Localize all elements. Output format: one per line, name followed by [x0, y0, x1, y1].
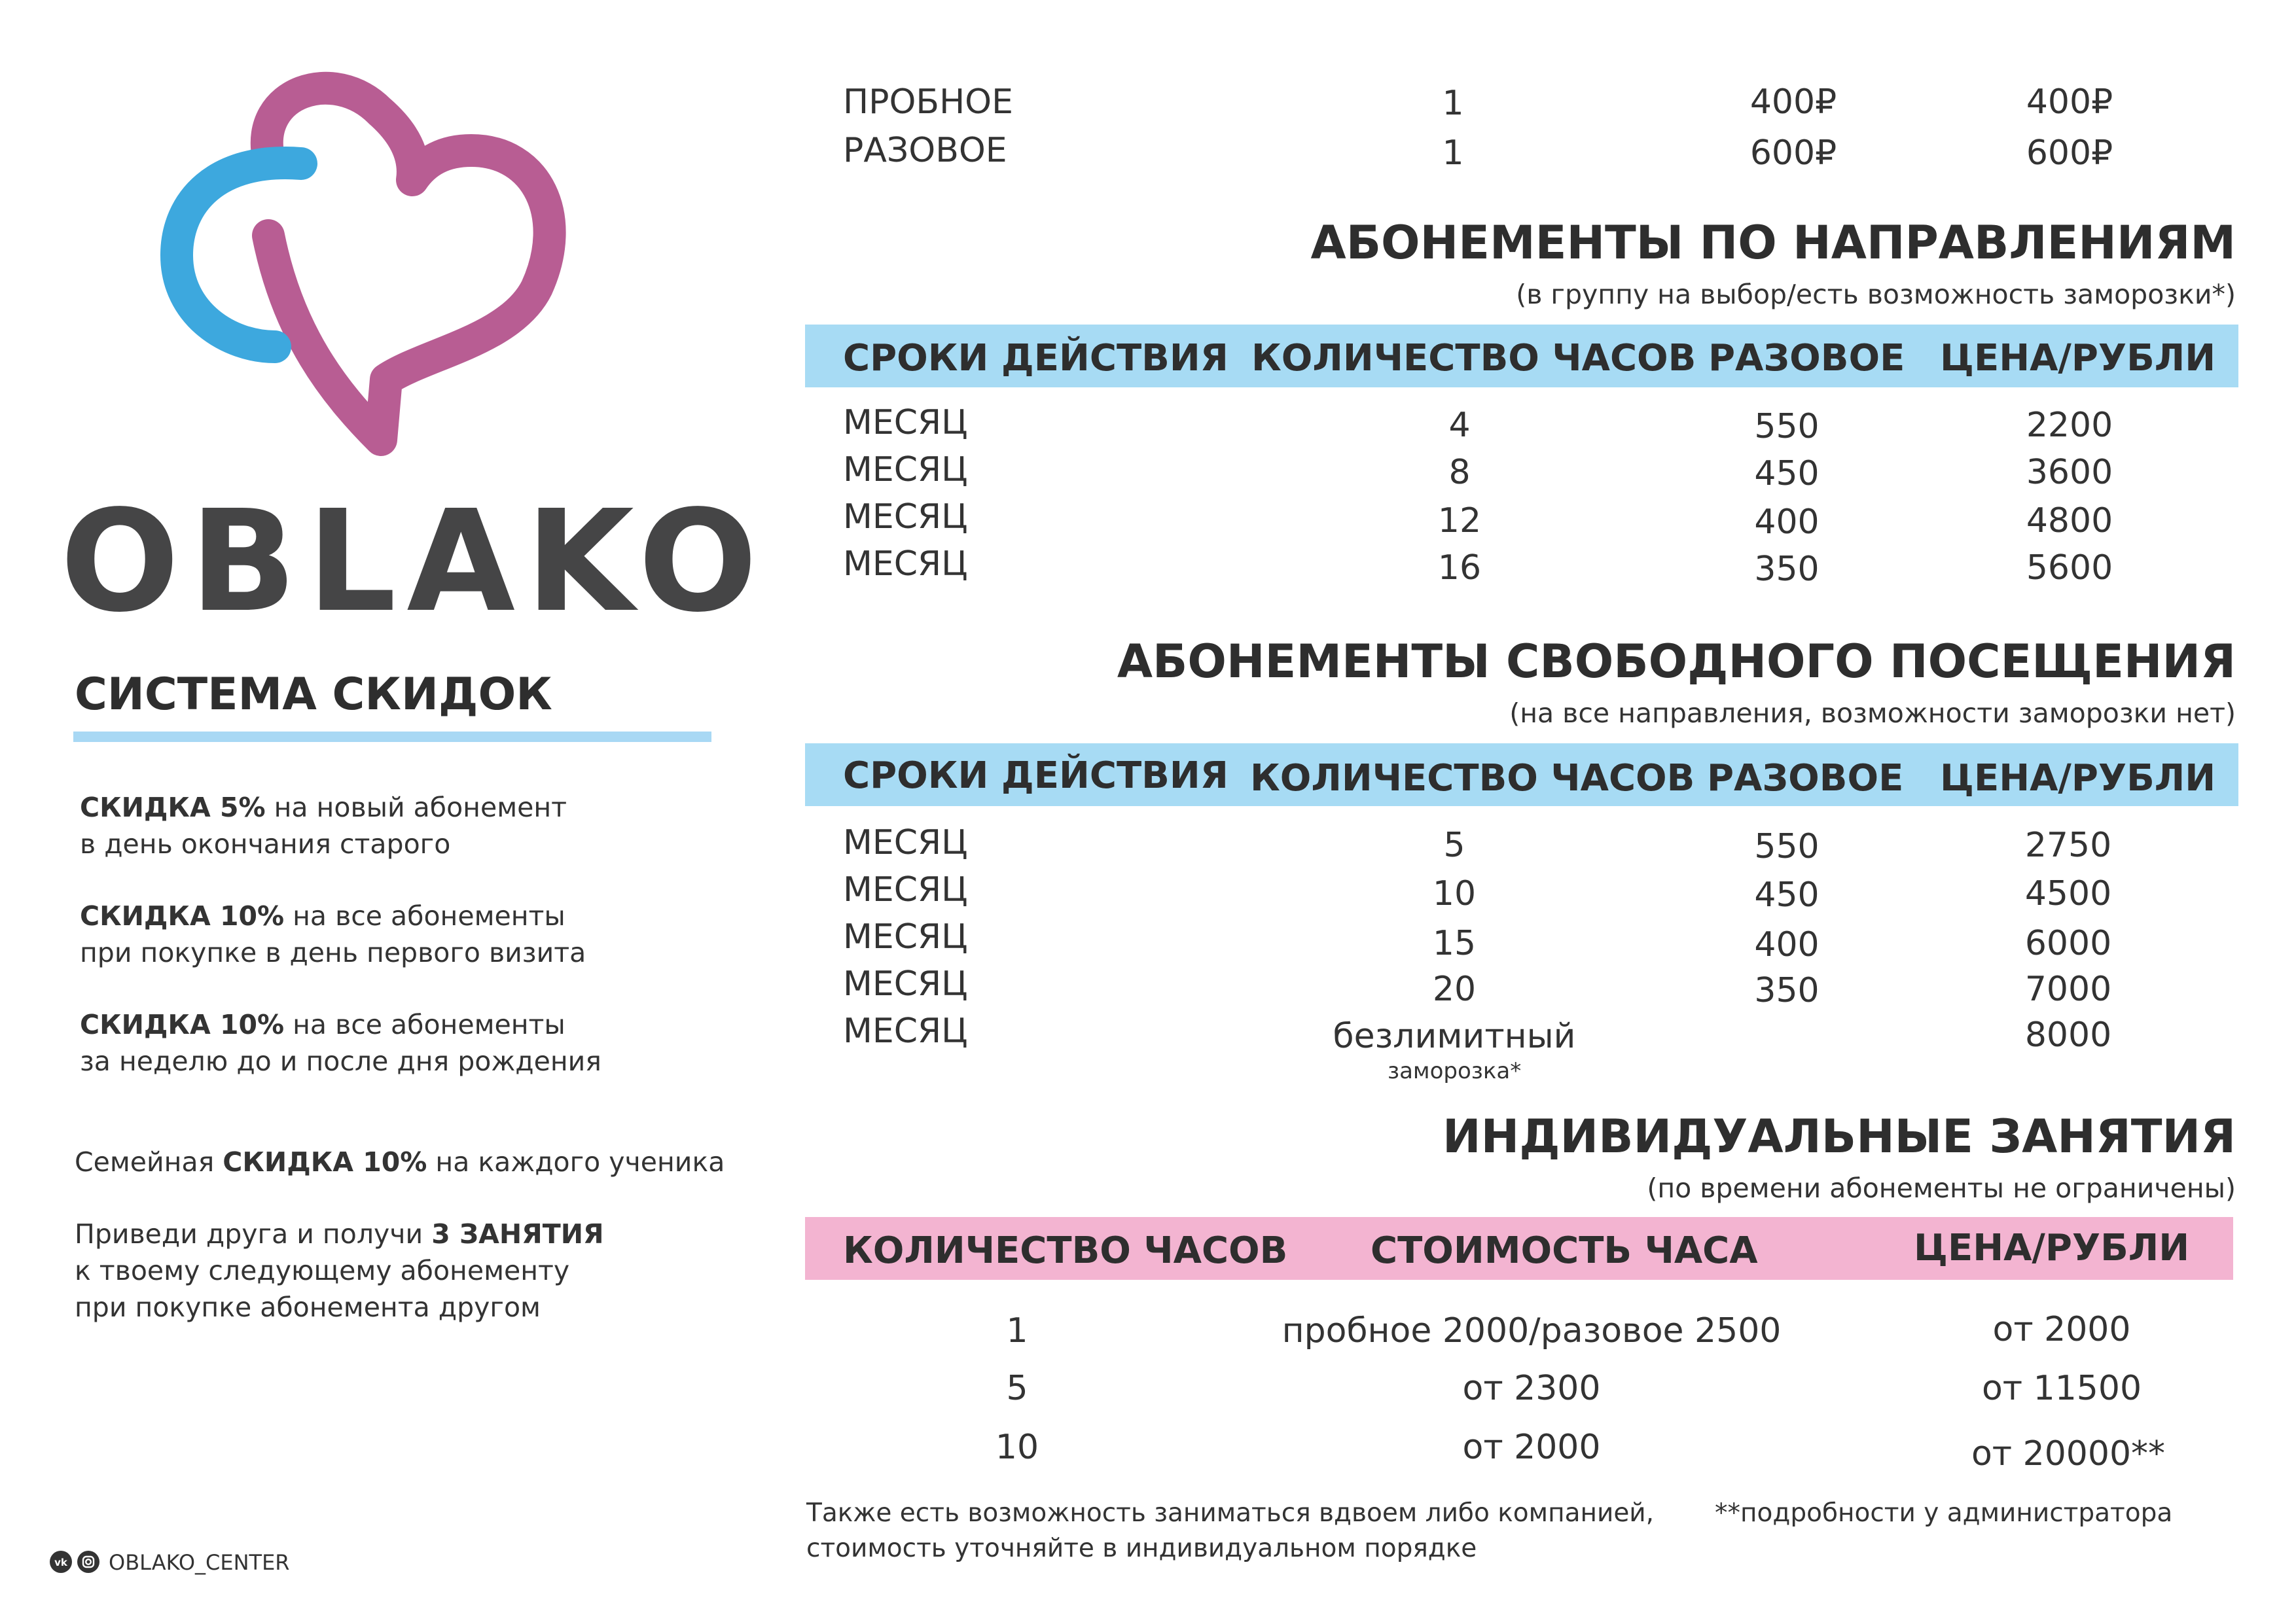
logo-pink-heart	[267, 88, 550, 440]
free-row4-hours: 20	[1432, 970, 1477, 1009]
discounts-underline	[73, 732, 711, 742]
dir-row4-term: МЕСЯЦ	[843, 544, 968, 584]
dir-row1-hours: 4	[1448, 406, 1471, 445]
directions-title: АБОНЕМЕНТЫ ПО НАПРАВЛЕНИЯМ	[1310, 216, 2236, 270]
single-price-1b: 400₽	[2026, 82, 2113, 122]
directions-col-hours: КОЛИЧЕСТВО ЧАСОВ	[1251, 337, 1696, 380]
family-bold: СКИДКА 10%	[223, 1146, 427, 1178]
footer-left-line2: стоимость уточняйте в индивидуальном порядке	[806, 1534, 1477, 1563]
friend-bold: 3 ЗАНЯТИЯ	[431, 1218, 604, 1250]
individual-col-hours: КОЛИЧЕСТВО ЧАСОВ	[843, 1229, 1288, 1272]
footer-left-line1: Также есть возможность заниматься вдвоем либо компанией,	[806, 1498, 1655, 1528]
directions-col-price: ЦЕНА/РУБЛИ	[1940, 337, 2216, 380]
ind-row3-hours: 10	[995, 1428, 1039, 1467]
free-row5-hours: безлимитный	[1333, 1017, 1576, 1056]
free-title: АБОНЕМЕНТЫ СВОБОДНОГО ПОСЕЩЕНИЯ	[1117, 635, 2236, 688]
ind-row2-rate: от 2300	[1462, 1369, 1601, 1408]
friend-offer	[75, 1216, 604, 1326]
individual-title: ИНДИВИДУАЛЬНЫЕ ЗАНЯТИЯ	[1443, 1110, 2236, 1163]
single-price-2b: 600₽	[2026, 133, 2113, 173]
cloud-heart-logo-icon	[118, 39, 655, 458]
single-price-1a: 400₽	[1749, 82, 1837, 122]
free-row5-price: 8000	[2024, 1015, 2112, 1055]
dir-row2-price: 3600	[2026, 453, 2113, 492]
dir-row1-term: МЕСЯЦ	[843, 403, 968, 442]
free-row3-price: 6000	[2024, 924, 2112, 963]
free-row2-single: 450	[1754, 875, 1820, 915]
free-row5-term: МЕСЯЦ	[843, 1012, 968, 1051]
ind-row1-rate: пробное 2000/разовое 2500	[1282, 1311, 1782, 1350]
free-col-term: СРОКИ ДЕЙСТВИЯ	[843, 754, 1229, 797]
free-row2-term: МЕСЯЦ	[843, 870, 968, 909]
free-row4-price: 7000	[2024, 970, 2112, 1009]
social-handle[interactable]: OBLAKO_CENTER	[109, 1550, 290, 1575]
dir-row4-single: 350	[1754, 550, 1820, 589]
single-hours-2: 1	[1442, 133, 1464, 173]
individual-col-rate: СТОИМОСТЬ ЧАСА	[1371, 1229, 1758, 1272]
free-row2-price: 4500	[2024, 874, 2112, 913]
free-row4-term: МЕСЯЦ	[843, 964, 968, 1004]
dir-row4-price: 5600	[2026, 548, 2113, 588]
individual-note: (по времени абонементы не ограничены)	[1647, 1173, 2236, 1204]
dir-row2-term: МЕСЯЦ	[843, 450, 968, 489]
free-row1-hours: 5	[1443, 826, 1465, 865]
dir-row3-hours: 12	[1437, 501, 1482, 540]
free-col-hours: КОЛИЧЕСТВО ЧАСОВ	[1250, 757, 1695, 800]
single-name-1: ПРОБНОЕ	[843, 82, 1013, 122]
friend-pre: Приведи друга и получи	[75, 1218, 432, 1250]
directions-col-term: СРОКИ ДЕЙСТВИЯ	[843, 337, 1229, 380]
dir-row2-single: 450	[1754, 454, 1820, 493]
single-name-2: РАЗОВОЕ	[843, 131, 1007, 170]
dir-row3-price: 4800	[2026, 501, 2113, 540]
discounts-title: СИСТЕМА СКИДОК	[75, 669, 552, 720]
free-col-price: ЦЕНА/РУБЛИ	[1940, 757, 2216, 800]
discount-item-2	[80, 898, 586, 971]
dir-row1-single: 550	[1754, 407, 1820, 446]
free-row3-single: 400	[1754, 925, 1820, 964]
directions-note: (в группу на выбор/есть возможность заморозки*)	[1516, 279, 2236, 310]
free-row2-hours: 10	[1432, 874, 1477, 913]
discount-2-bold: СКИДКА 10%	[80, 900, 285, 932]
directions-col-single: РАЗОВОЕ	[1708, 337, 1905, 380]
friend-line2: к твоему следующему абонементу	[75, 1255, 570, 1286]
ind-row2-price: от 11500	[1981, 1369, 2142, 1408]
single-price-2a: 600₽	[1749, 133, 1837, 173]
discount-1-rest: на новый абонемент	[265, 792, 567, 823]
footer-note-left	[806, 1496, 1654, 1566]
vk-icon[interactable]	[50, 1551, 72, 1573]
discount-1-line2: в день окончания старого	[80, 828, 451, 860]
ind-row1-price: от 2000	[1992, 1310, 2131, 1349]
individual-col-price: ЦЕНА/РУБЛИ	[1914, 1227, 2190, 1269]
free-col-single: РАЗОВОЕ	[1707, 757, 1904, 800]
discount-3-line2: за неделю до и после дня рождения	[80, 1046, 601, 1077]
discount-3-rest: на все абонементы	[284, 1009, 565, 1040]
brand-wordmark: OBLAKO	[60, 480, 768, 643]
free-unlimited-note: заморозка*	[1388, 1058, 1522, 1084]
free-row4-single: 350	[1754, 971, 1820, 1010]
single-hours-1: 1	[1442, 84, 1464, 123]
ind-row1-hours: 1	[1006, 1311, 1028, 1350]
dir-row3-term: МЕСЯЦ	[843, 497, 968, 537]
free-note: (на все направления, возможности заморозки нет)	[1509, 697, 2236, 729]
dir-row3-single: 400	[1754, 503, 1820, 542]
instagram-icon[interactable]	[77, 1551, 99, 1573]
discount-item-1	[80, 789, 567, 862]
family-pre: Семейная	[75, 1146, 223, 1178]
dir-row1-price: 2200	[2026, 406, 2113, 445]
dir-row4-hours: 16	[1437, 548, 1482, 588]
friend-line3: при покупке абонемента другом	[75, 1292, 541, 1323]
discount-2-line2: при покупке в день первого визита	[80, 937, 586, 968]
discount-3-bold: СКИДКА 10%	[80, 1009, 285, 1040]
footer-note-right: **подробности у администратора	[1715, 1498, 2173, 1528]
svg-text:vk: vk	[54, 1557, 67, 1568]
discount-2-rest: на все абонементы	[284, 900, 565, 932]
ind-row3-price: от 20000**	[1971, 1434, 2166, 1474]
free-row1-price: 2750	[2024, 826, 2112, 865]
free-row1-term: МЕСЯЦ	[843, 823, 968, 862]
free-row1-single: 550	[1754, 827, 1820, 866]
discount-item-3	[80, 1006, 601, 1080]
free-row3-hours: 15	[1432, 924, 1477, 963]
free-row3-term: МЕСЯЦ	[843, 917, 968, 957]
dir-row2-hours: 8	[1448, 453, 1471, 492]
discount-1-bold: СКИДКА 5%	[80, 792, 266, 823]
family-discount	[75, 1144, 725, 1180]
ind-row2-hours: 5	[1006, 1369, 1028, 1408]
ind-row3-rate: от 2000	[1462, 1428, 1601, 1467]
family-post: на каждого ученика	[427, 1146, 725, 1178]
